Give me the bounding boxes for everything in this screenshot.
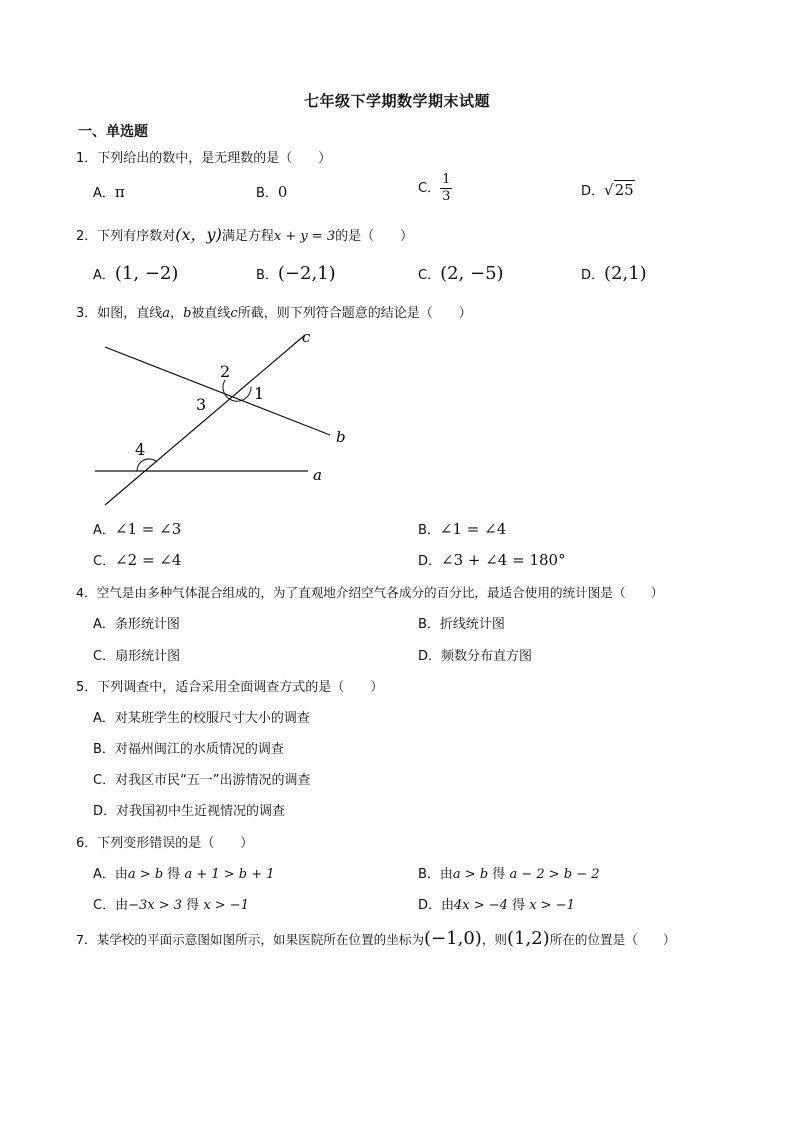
math-expression: a > b <box>452 867 489 882</box>
stem-text: 3．如图，直线 <box>76 306 163 321</box>
question-6-stem: 6．下列变形错误的是（ ） <box>76 836 254 851</box>
question-2-option-d <box>581 263 647 284</box>
option-value: ∠1 = ∠3 <box>114 520 182 538</box>
question-5-option-d: D．对我国初中生近视情况的调查 <box>93 804 286 819</box>
intersecting-lines-figure <box>80 325 350 515</box>
math-expression: x > −1 <box>203 898 249 913</box>
stem-text: ， <box>170 306 184 321</box>
question-4-option-b: B．折线统计图 <box>418 617 505 632</box>
option-label: D． <box>418 554 442 569</box>
question-4-stem: 4．空气是由多种气体混合组成的，为了直观地介绍空气各成分的百分比，最适合使用的统计图是（ ） <box>76 585 664 600</box>
option-label: A． <box>93 523 115 538</box>
option-text: 得 <box>167 867 181 882</box>
line-c <box>105 335 305 505</box>
option-value: (2, −5) <box>440 263 504 284</box>
fraction-denominator: 3 <box>442 189 451 204</box>
question-4-option-c: C．扇形统计图 <box>93 649 181 664</box>
math-expression: a − 2 > b − 2 <box>509 867 600 882</box>
question-5-option-b: B．对福州闽江的水质情况的调查 <box>93 742 284 757</box>
option-value: (1, −2) <box>114 263 179 284</box>
option-text: 得 <box>512 898 526 913</box>
option-value: (−2,1) <box>277 263 336 284</box>
question-6-option-b <box>418 863 600 882</box>
angle-label-3: 3 <box>196 395 207 414</box>
line-b <box>105 347 330 435</box>
option-label: A． <box>93 186 115 201</box>
label-b: b <box>336 428 346 446</box>
square-root <box>604 180 635 199</box>
option-value: 0 <box>277 183 288 201</box>
stem-text: 满足方程 <box>221 229 274 244</box>
stem-text: ，则 <box>481 932 507 947</box>
option-label: D．由 <box>418 898 455 913</box>
angle-label-4: 4 <box>135 440 146 459</box>
stem-text: 所截，则下列符合题意的结论是（ ） <box>237 306 472 321</box>
option-label: C． <box>418 181 441 196</box>
option-value: ∠3 + ∠4 = 180° <box>441 551 566 569</box>
question-2-option-b <box>256 263 336 284</box>
question-3-option-a <box>93 519 181 538</box>
math-expression: x > −1 <box>529 898 575 913</box>
stem-text: 所在的位置是（ ） <box>549 932 676 947</box>
option-value: (2,1) <box>604 263 647 284</box>
question-1-option-b <box>256 182 287 201</box>
section-heading: 一、单选题 <box>78 124 148 140</box>
question-3-option-c <box>93 550 181 569</box>
radicand: 25 <box>614 181 634 199</box>
question-5-option-c: C．对我区市民“五一”出游情况的调查 <box>93 773 311 788</box>
question-2-option-c <box>418 263 504 284</box>
angle-label-2: 2 <box>220 362 231 381</box>
question-2-stem <box>76 222 413 245</box>
stem-text: 被直线 <box>191 306 231 321</box>
option-label: A．由 <box>93 867 128 882</box>
question-1-option-a <box>93 182 125 201</box>
variable: a <box>162 306 171 321</box>
option-label: B． <box>256 186 278 201</box>
question-6-option-d <box>418 894 575 913</box>
option-text: 得 <box>492 867 506 882</box>
stem-text: 2．下列有序数对 <box>76 229 176 244</box>
coordinate: (1,2) <box>507 928 550 949</box>
question-3-option-b <box>418 519 506 538</box>
page-title: 七年级下学期数学期末试题 <box>303 92 490 110</box>
question-1-option-c <box>418 172 452 205</box>
question-4-option-d: D．频数分布直方图 <box>418 649 533 664</box>
option-label: C．由 <box>93 898 129 913</box>
fraction-numerator: 1 <box>442 172 451 187</box>
question-1-option-d <box>581 180 635 199</box>
option-label: C． <box>418 268 441 283</box>
question-4-option-a: A．条形统计图 <box>93 617 180 632</box>
variable: b <box>183 306 192 321</box>
equation: x + y = 3 <box>273 229 336 244</box>
option-value: ∠1 = ∠4 <box>439 520 507 538</box>
option-label: B． <box>256 268 278 283</box>
question-7-stem <box>76 928 676 949</box>
fraction <box>440 172 452 205</box>
math-expression: a + 1 > b + 1 <box>184 867 275 882</box>
label-c: c <box>302 328 311 346</box>
option-label: B． <box>418 523 440 538</box>
option-label: A． <box>93 268 115 283</box>
question-2-option-a <box>93 263 178 284</box>
option-value: ∠2 = ∠4 <box>115 551 182 569</box>
math-expression: 4x > −4 <box>454 898 508 913</box>
option-label: B．由 <box>418 867 453 882</box>
stem-text: 7．某学校的平面示意图如图所示，如果医院所在位置的坐标为 <box>76 932 425 947</box>
math-expression: −3x > 3 <box>128 898 183 913</box>
ordered-pair: (x，y) <box>175 225 222 244</box>
coordinate: (−1,0) <box>424 928 482 949</box>
question-5-option-a: A．对某班学生的校服尺寸大小的调查 <box>93 711 310 726</box>
question-3-option-d <box>418 550 566 569</box>
stem-text: 的是（ ） <box>335 229 414 244</box>
option-label: C． <box>93 554 116 569</box>
question-1-stem: 1．下列给出的数中，是无理数的是（ ） <box>76 151 332 166</box>
math-expression: a > b <box>127 867 164 882</box>
variable: c <box>230 306 238 321</box>
question-3-stem <box>76 302 472 321</box>
angle-label-1: 1 <box>254 384 265 403</box>
question-5-stem: 5．下列调查中，适合采用全面调查方式的是（ ） <box>76 680 384 695</box>
option-label: D． <box>581 184 605 199</box>
question-6-option-c <box>93 894 249 913</box>
radical-sign: √ <box>604 181 614 199</box>
label-a: a <box>313 466 322 484</box>
option-value: π <box>114 183 125 201</box>
option-text: 得 <box>186 898 200 913</box>
option-label: D． <box>581 268 605 283</box>
question-6-option-a <box>93 863 275 882</box>
